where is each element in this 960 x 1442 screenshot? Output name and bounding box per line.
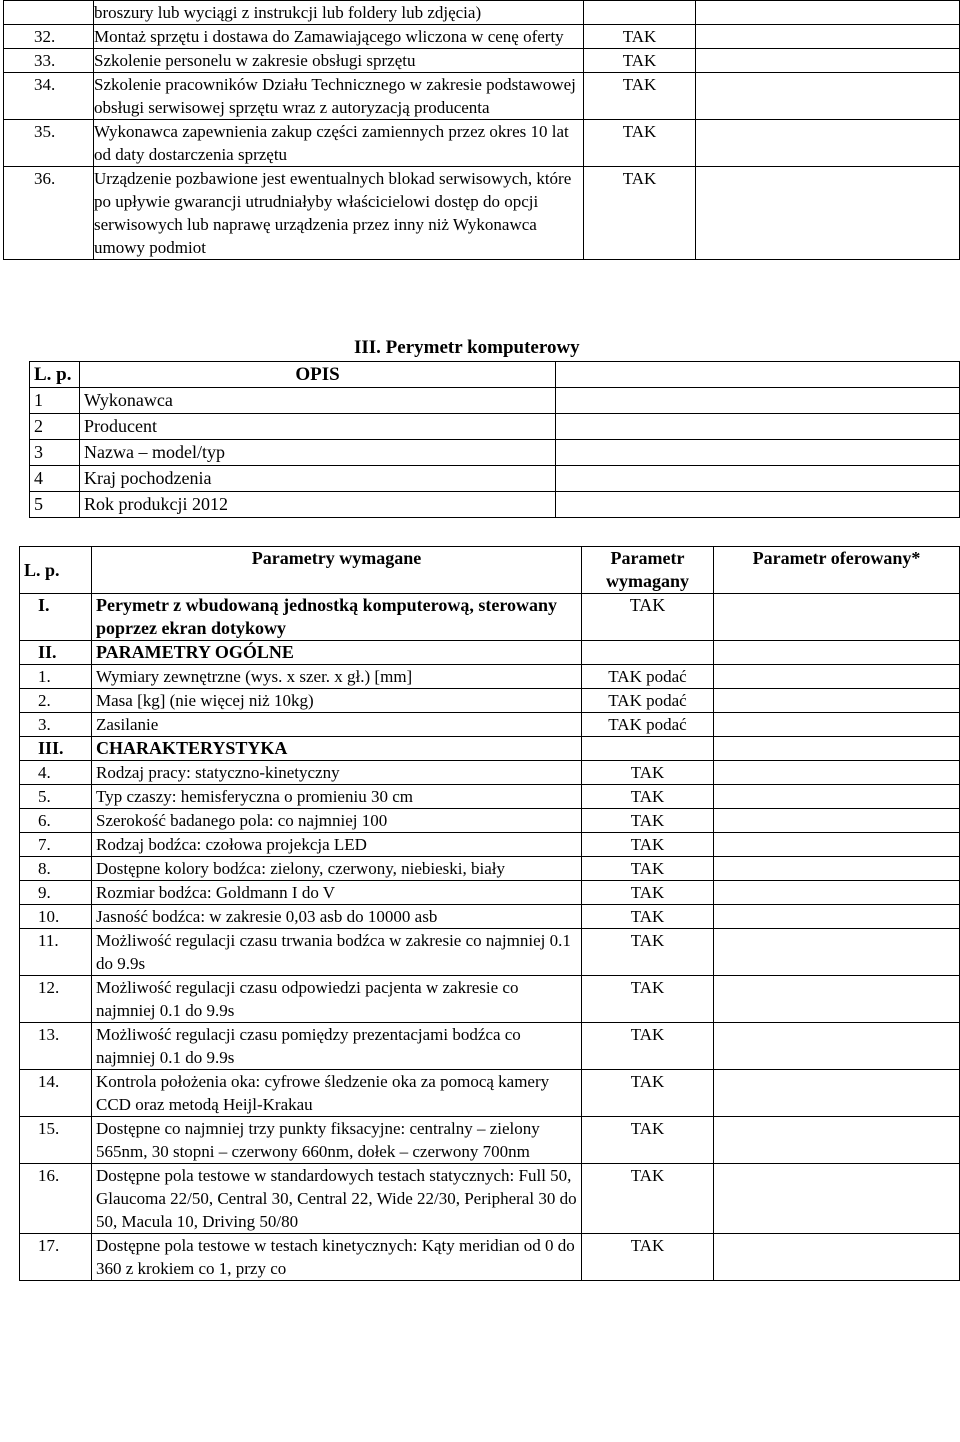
parameters-table xyxy=(19,546,960,1281)
table-row xyxy=(4,167,960,260)
value-cell xyxy=(556,362,960,388)
table-row xyxy=(20,1234,960,1281)
row-text: Montaż sprzętu i dostawa do Zamawiającego wliczona w cenę oferty xyxy=(94,25,584,49)
row-text: Masa [kg] (nie więcej niż 10kg) xyxy=(92,689,582,713)
row-value: TAK xyxy=(584,73,696,120)
table-row xyxy=(20,1117,960,1164)
row-number: III. xyxy=(20,737,92,761)
offered-cell xyxy=(714,1117,960,1164)
offered-cell xyxy=(714,594,960,641)
table-header-row xyxy=(30,362,960,388)
offered-cell xyxy=(696,73,960,120)
row-text: Perymetr z wbudowaną jednostką komputerową, sterowany poprzez ekran dotykowy xyxy=(92,594,582,641)
offered-cell xyxy=(714,976,960,1023)
row-text: Dostępne pola testowe w testach kinetycznych: Kąty meridian od 0 do 360 z krokiem co 1, przy co xyxy=(92,1234,582,1281)
offered-cell xyxy=(696,120,960,167)
offered-cell xyxy=(714,857,960,881)
table-row xyxy=(20,1070,960,1117)
row-number: 1. xyxy=(20,665,92,689)
offered-cell xyxy=(714,785,960,809)
row-number: 15. xyxy=(20,1117,92,1164)
table-row xyxy=(20,641,960,665)
offered-cell xyxy=(714,665,960,689)
opis-table xyxy=(29,361,960,518)
row-number: 2 xyxy=(30,414,80,440)
header-param-required: Parametr wymagany xyxy=(582,547,714,594)
table-row xyxy=(20,713,960,737)
value-cell xyxy=(556,466,960,492)
table-row xyxy=(20,1023,960,1070)
table-row xyxy=(20,929,960,976)
row-text: Możliwość regulacji czasu pomiędzy prezentacjami bodźca co najmniej 0.1 do 9.9s xyxy=(92,1023,582,1070)
row-text: Rozmiar bodźca: Goldmann I do V xyxy=(92,881,582,905)
row-number: 1 xyxy=(30,388,80,414)
row-text: Wymiary zewnętrzne (wys. x szer. x gł.) [mm] xyxy=(92,665,582,689)
row-text: Urządzenie pozbawione jest ewentualnych blokad serwisowych, które po upływie gwarancji utrudniałyby właścicielowi dostęp do opcji serwisowych lub naprawę urządzenia przez inny niż Wykonawca umowy podmiot xyxy=(94,167,584,260)
row-value xyxy=(584,1,696,25)
row-number: 32. xyxy=(4,25,94,49)
row-number: 11. xyxy=(20,929,92,976)
row-number: 12. xyxy=(20,976,92,1023)
row-value: TAK xyxy=(582,1070,714,1117)
row-text: Dostępne co najmniej trzy punkty fiksacyjne: centralny – zielony 565nm, 30 stopni – czerwony 660nm, dołek – czerwony 700nm xyxy=(92,1117,582,1164)
row-label: Producent xyxy=(80,414,556,440)
row-text: Możliwość regulacji czasu trwania bodźca w zakresie co najmniej 0.1 do 9.9s xyxy=(92,929,582,976)
row-value: TAK xyxy=(584,49,696,73)
offered-cell xyxy=(714,1070,960,1117)
table-row xyxy=(20,905,960,929)
row-number: II. xyxy=(20,641,92,665)
row-value: TAK xyxy=(582,594,714,641)
table-row xyxy=(20,761,960,785)
header-opis: OPIS xyxy=(80,362,556,388)
offered-cell xyxy=(696,1,960,25)
offered-cell xyxy=(696,25,960,49)
row-number: 4 xyxy=(30,466,80,492)
row-number: I. xyxy=(20,594,92,641)
row-label: Kraj pochodzenia xyxy=(80,466,556,492)
table-row xyxy=(20,737,960,761)
header-lp: L. p. xyxy=(30,362,80,388)
row-number: 5 xyxy=(30,492,80,518)
table-row xyxy=(4,73,960,120)
header-offered: Parametr oferowany* xyxy=(714,547,960,594)
table-row xyxy=(30,388,960,414)
row-text: CHARAKTERYSTYKA xyxy=(92,737,582,761)
row-text: Możliwość regulacji czasu odpowiedzi pacjenta w zakresie co najmniej 0.1 do 9.9s xyxy=(92,976,582,1023)
table-row xyxy=(20,1164,960,1234)
row-label: Wykonawca xyxy=(80,388,556,414)
section-title: III. Perymetr komputerowy xyxy=(354,337,580,358)
row-text: Jasność bodźca: w zakresie 0,03 asb do 10000 asb xyxy=(92,905,582,929)
table-row xyxy=(20,785,960,809)
row-value: TAK xyxy=(582,809,714,833)
row-text: Zasilanie xyxy=(92,713,582,737)
row-text: Rodzaj bodźca: czołowa projekcja LED xyxy=(92,833,582,857)
value-cell xyxy=(556,414,960,440)
table-row xyxy=(20,594,960,641)
row-value xyxy=(582,641,714,665)
row-text: PARAMETRY OGÓLNE xyxy=(92,641,582,665)
value-cell xyxy=(556,492,960,518)
row-value: TAK xyxy=(582,905,714,929)
row-text: Wykonawca zapewnienia zakup części zamiennych przez okres 10 lat od daty dostarczenia sprzętu xyxy=(94,120,584,167)
row-value: TAK xyxy=(584,120,696,167)
row-value: TAK xyxy=(582,857,714,881)
row-number: 10. xyxy=(20,905,92,929)
row-number: 36. xyxy=(4,167,94,260)
top-requirements-table xyxy=(3,0,960,260)
row-text: Szerokość badanego pola: co najmniej 100 xyxy=(92,809,582,833)
row-text: Kontrola położenia oka: cyfrowe śledzenie oka za pomocą kamery CCD oraz metodą Heijl-Krakau xyxy=(92,1070,582,1117)
row-value: TAK xyxy=(582,833,714,857)
row-number: 6. xyxy=(20,809,92,833)
table-row xyxy=(4,25,960,49)
table-row xyxy=(4,49,960,73)
row-value: TAK xyxy=(582,1117,714,1164)
row-value xyxy=(582,737,714,761)
table-row xyxy=(20,689,960,713)
offered-cell xyxy=(714,1234,960,1281)
row-number: 4. xyxy=(20,761,92,785)
row-number: 34. xyxy=(4,73,94,120)
offered-cell xyxy=(714,1023,960,1070)
row-value: TAK podać xyxy=(582,665,714,689)
header-lp: L. p. xyxy=(20,547,92,594)
row-label: Nazwa – model/typ xyxy=(80,440,556,466)
offered-cell xyxy=(714,641,960,665)
table-row xyxy=(30,414,960,440)
table-row xyxy=(4,120,960,167)
row-text: Dostępne pola testowe w standardowych testach statycznych: Full 50, Glaucoma 22/50, Central 30, Central 22, Wide 22/30, Peripheral 30 do 50, Macula 10, Driving 50/80 xyxy=(92,1164,582,1234)
row-value: TAK xyxy=(582,785,714,809)
row-value: TAK xyxy=(584,167,696,260)
row-text: broszury lub wyciągi z instrukcji lub foldery lub zdjęcia) xyxy=(94,1,584,25)
offered-cell xyxy=(714,809,960,833)
row-value: TAK xyxy=(584,25,696,49)
table-row xyxy=(20,976,960,1023)
table-header-row xyxy=(20,547,960,594)
row-number: 33. xyxy=(4,49,94,73)
row-number: 35. xyxy=(4,120,94,167)
row-number: 3. xyxy=(20,713,92,737)
offered-cell xyxy=(714,905,960,929)
row-number: 16. xyxy=(20,1164,92,1234)
offered-cell xyxy=(714,713,960,737)
offered-cell xyxy=(714,929,960,976)
row-value: TAK xyxy=(582,881,714,905)
row-label: Rok produkcji 2012 xyxy=(80,492,556,518)
table-row xyxy=(20,665,960,689)
header-required: Parametry wymagane xyxy=(92,547,582,594)
table-row xyxy=(20,881,960,905)
table-row xyxy=(20,833,960,857)
offered-cell xyxy=(714,737,960,761)
row-number: 13. xyxy=(20,1023,92,1070)
row-number: 7. xyxy=(20,833,92,857)
row-number: 8. xyxy=(20,857,92,881)
value-cell xyxy=(556,440,960,466)
row-value: TAK xyxy=(582,1234,714,1281)
row-value: TAK xyxy=(582,976,714,1023)
offered-cell xyxy=(714,833,960,857)
offered-cell xyxy=(714,1164,960,1234)
row-value: TAK xyxy=(582,1023,714,1070)
row-text: Typ czaszy: hemisferyczna o promieniu 30 cm xyxy=(92,785,582,809)
row-text: Szkolenie personelu w zakresie obsługi sprzętu xyxy=(94,49,584,73)
offered-cell xyxy=(714,881,960,905)
row-number xyxy=(4,1,94,25)
row-value: TAK xyxy=(582,929,714,976)
table-row xyxy=(4,1,960,25)
offered-cell xyxy=(696,167,960,260)
row-value: TAK xyxy=(582,1164,714,1234)
table-row xyxy=(30,440,960,466)
table-row xyxy=(30,466,960,492)
row-value: TAK xyxy=(582,761,714,785)
offered-cell xyxy=(714,689,960,713)
offered-cell xyxy=(714,761,960,785)
offered-cell xyxy=(696,49,960,73)
row-number: 9. xyxy=(20,881,92,905)
row-text: Szkolenie pracowników Działu Technicznego w zakresie podstawowej obsługi serwisowej sprzętu wraz z autoryzacją producenta xyxy=(94,73,584,120)
row-number: 5. xyxy=(20,785,92,809)
row-text: Dostępne kolory bodźca: zielony, czerwony, niebieski, biały xyxy=(92,857,582,881)
table-row xyxy=(20,857,960,881)
table-row xyxy=(20,809,960,833)
row-number: 3 xyxy=(30,440,80,466)
row-value: TAK podać xyxy=(582,713,714,737)
row-value: TAK podać xyxy=(582,689,714,713)
row-text: Rodzaj pracy: statyczno-kinetyczny xyxy=(92,761,582,785)
row-number: 14. xyxy=(20,1070,92,1117)
row-number: 17. xyxy=(20,1234,92,1281)
row-number: 2. xyxy=(20,689,92,713)
table-row xyxy=(30,492,960,518)
value-cell xyxy=(556,388,960,414)
